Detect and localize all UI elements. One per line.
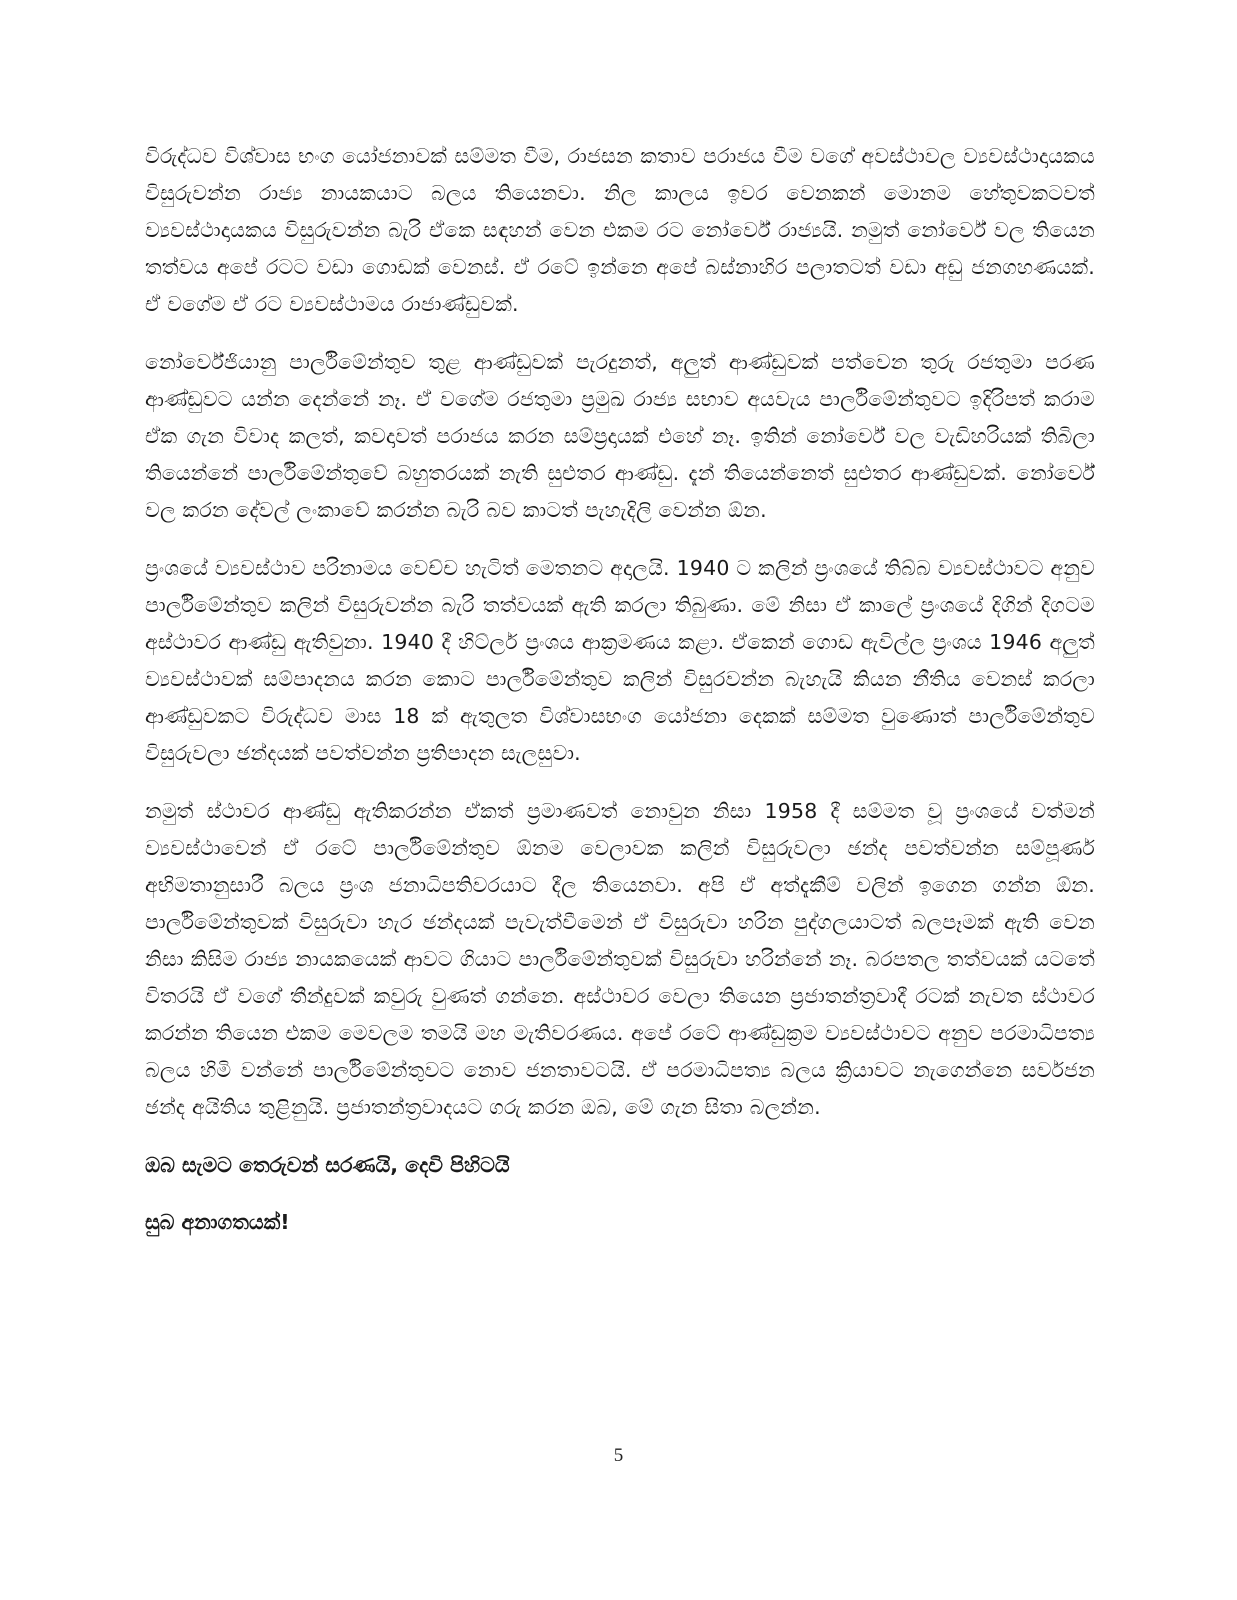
closing-wish: සුබ අනාගතයක්! [145, 1210, 290, 1234]
page-number: 5 [613, 1445, 624, 1466]
document-body [145, 138, 1095, 1261]
paragraph-4: නමුත් ස්ථාවර ආණ්ඩු ඇතිකරන්න ඒකත් ප්‍රමාණවත් නොවුන නිසා 1958 දී සම්මත වූ ප්‍රංශයේ වත්මන් ව්‍යවස්ථාවෙන් ඒ රටේ පාර්ලිමේන්තුව ඕනම වෙලාවක කලින් විසුරුවලා ඡන්ද පවත්වන්න සම්පූර්ණ අභිමතානුසාරී බලය ප්‍රංශ ජනාධිපතිවරයාට දීල තියෙනවා. අපි ඒ අත්දැකීම් වලින් ඉගෙන ගන්න ඕන. පාර්ලිමේන්තුවක් විසුරුවා හැර ඡන්දයක් පැවැත්වීමෙන් ඒ විසුරුවා හරින පුද්ගලයාටත් බලපෑමක් ඇති වෙන නිසා කිසිම රාජ්‍ය නායකයෙක් ආවට ගියාට පාර්ලිමේන්තුවක් විසුරුවා හරින්නේ නෑ. බරපතල තත්වයක් යටතේ විතරයි ඒ වගේ තීන්දුවක් කවුරු වුණත් ගන්නෙ. අස්ථාවර වෙලා තියෙන ප්‍රජාතන්ත්‍රවාදී රටක් නැවත ස්ථාවර කරන්න තියෙන එකම මෙවලම තමයි මහ මැතිවරණය. අපේ රටේ ආණ්ඩුක්‍රම ව්‍යවස්ථාවට අනුව පරමාධිපත්‍ය බලය හිමි වන්නේ පාර්ලිමේන්තුවට නොව ජනතාවටයි. ඒ පරමාධිපත්‍ය බලය ක්‍රියාවට නැගෙන්නෙ සර්වජන ඡන්ද අයිතිය තුළිනුයි. ප්‍රජාතන්ත්‍රවාදයට ගරු කරන ඔබ, මේ ගැන සිතා බලන්න. [145, 799, 1095, 1119]
paragraph-1: විරුද්ධව විශ්වාස භංග යෝජනාවක් සම්මත වීම, රාජසන කතාව පරාජය වීම වගේ අවස්ථාවල ව්‍යවස්ථාදායකය විසුරුවන්න රාජ්‍ය නායකයාට බලය තියෙනවා. නිල කාලය ඉවර වෙනකන් මොනම හේතුවකටවත් ව්‍යවස්ථාදායකය විසුරුවන්න බැරි ඒකෙ සඳහන් වෙන එකම රට නෝර්වේ රාජ්‍යයි. නමුත් නෝර්වේ වල තියෙන තත්වය අපේ රටට වඩා ගොඩක් වෙනස්. ඒ රටේ ඉන්නෙ අපේ බස්නාහිර පලාතටත් වඩා අඩු ජනගහණයක්. ඒ වගේම ඒ රට ව්‍යවස්ථාමය රාජාණ්ඩුවක්. [145, 144, 1095, 316]
closing-blessing: ඔබ සැමට තෙරුවන් සරණයි, දෙවි පිහිටයි [145, 1153, 510, 1177]
paragraph-3: ප්‍රංශයේ ව්‍යවස්ථාව පරිනාමය වෙච්ච හැටිත් මෙතනට අදාලයි. 1940 ට කලින් ප්‍රංශයේ තිබ්බ ව්‍යවස්ථාවට අනුව පාර්ලිමේන්තුව කලින් විසුරුවන්න බැරි තත්වයක් ඇති කරලා තිබුණා. මේ නිසා ඒ කාලේ ප්‍රංශයේ දිගින් දිගටම අස්ථාවර ආණ්ඩු ඇතිවුනා. 1940 දී හිට්ලර් ප්‍රංශය ආක්‍රමණය කළා. ඒකෙන් ගොඩ ඇවිල්ල ප්‍රංශය 1946 අලුත් ව්‍යවස්ථාවක් සම්පාදනය කරන කොට පාර්ලිමේන්තුව කලින් විසුරවන්න බැහැයි කියන නීතිය වෙනස් කරලා ආණ්ඩුවකට විරුද්ධව මාස 18 ක් ඇතුලත විශ්වාසභංග යෝජනා දෙකක් සම්මත වුණොත් පාර්ලිමේන්තුව විසුරුවලා ඡන්දයක් පවත්වන්න ප්‍රතිපාදන සැලසුවා. [145, 556, 1095, 765]
paragraph-2: නෝර්වේජියානු පාර්ලිමේන්තුව තුළ ආණ්ඩුවක් පැරදුනත්, අලුත් ආණ්ඩුවක් පත්වෙන තුරු රජතුමා පරණ ආණ්ඩුවට යන්න දෙන්නේ නෑ. ඒ වගේම රජතුමා ප්‍රමුඛ රාජ්‍ය සභාව අයවැය පාර්ලිමේන්තුවට ඉදිරිපත් කරාම ඒක ගැන විවාද කලත්, කවදාවත් පරාජය කරන සම්ප්‍රදායක් එහේ නෑ. ඉතින් නෝර්වේ වල වැඩිහරියක් තිබිලා තියෙන්නේ පාර්ලිමේන්තුවේ බහුතරයක් නැති සුළුතර ආණ්ඩු. දැන් තියෙන්නෙත් සුළුතර ආණ්ඩුවක්. නෝර්වේ වල කරන දේවල් ලංකාවේ කරන්න බැරි බව කාටත් පැහැදිලි වෙන්න ඕන. [145, 350, 1095, 522]
